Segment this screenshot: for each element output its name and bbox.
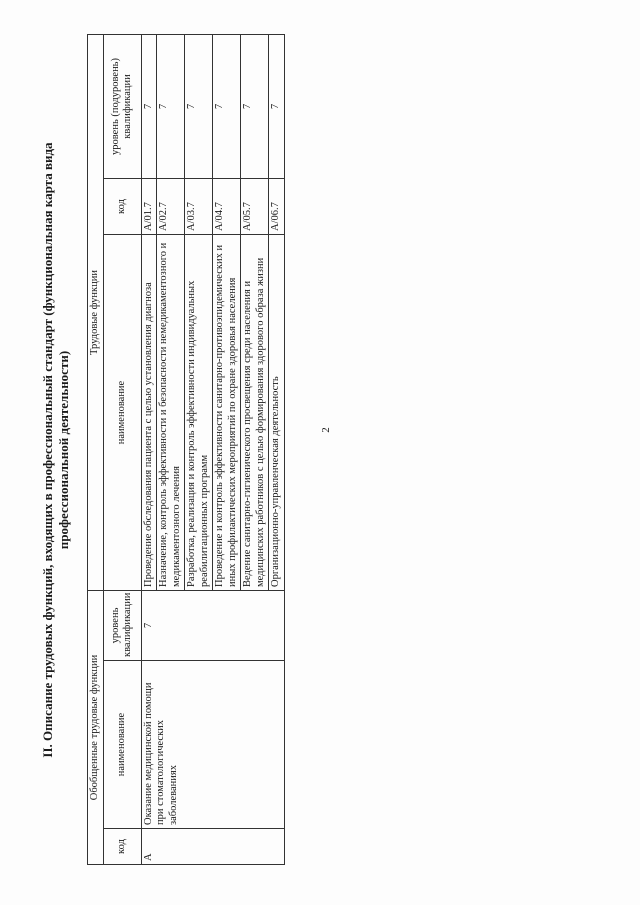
rotated-content xyxy=(40,35,380,865)
function-name-cell: Разработка, реализация и контроль эффективности индивидуальных реабилитационных программ xyxy=(185,235,213,591)
function-level-cell: 7 xyxy=(241,34,269,178)
header-sublevel: уровень (подуровень) квалификации xyxy=(103,34,141,178)
header-labor-functions: Трудовые функции xyxy=(88,34,104,590)
header-name: наименование xyxy=(103,661,141,829)
heading-line-1: II. Описание трудовых функций, входящих в профессиональный стандарт (функциональная карта вида xyxy=(40,142,55,758)
page-number: 2 xyxy=(320,427,332,433)
function-name-cell: Ведение санитарно-гигиенического просвещения среди населения и медицинских работников с целью формирования здорового образа жизни xyxy=(241,235,269,591)
function-name-cell: Проведение и контроль эффективности санитарно-противоэпидемических и иных профилактических мероприятий по охране здоровья населения xyxy=(213,235,241,591)
section-heading xyxy=(40,35,72,865)
general-code-cell: A xyxy=(141,829,284,865)
general-name-cell: Оказание медицинской помощи при стоматологических заболеваниях xyxy=(141,661,284,829)
function-code-cell: A/01.7 xyxy=(141,179,157,235)
function-name-cell: Проведение обследования пациента с целью установления диагноза xyxy=(141,235,157,591)
function-code-cell: A/05.7 xyxy=(241,179,269,235)
function-code-cell: A/06.7 xyxy=(269,179,285,235)
table-row xyxy=(141,34,157,864)
header-general-functions: Обобщенные трудовые функции xyxy=(88,591,104,865)
function-code-cell: A/02.7 xyxy=(157,179,185,235)
function-level-cell: 7 xyxy=(185,34,213,178)
header-function-code: код xyxy=(103,179,141,235)
function-name-cell: Организационно-управленческая деятельность xyxy=(269,235,285,591)
function-level-cell: 7 xyxy=(141,34,157,178)
function-name-cell: Назначение, контроль эффективности и безопасности немедикаментозного и медикаментозного лечения xyxy=(157,235,185,591)
function-code-cell: A/03.7 xyxy=(185,179,213,235)
function-level-cell: 7 xyxy=(269,34,285,178)
header-function-name: наименование xyxy=(103,235,141,591)
function-level-cell: 7 xyxy=(213,34,241,178)
general-level-cell: 7 xyxy=(141,591,284,661)
header-code: код xyxy=(103,829,141,865)
functional-map-table xyxy=(87,34,285,865)
function-level-cell: 7 xyxy=(157,34,185,178)
heading-line-2: профессиональной деятельности) xyxy=(56,350,71,550)
header-level: уровень квалификации xyxy=(103,591,141,661)
function-code-cell: A/04.7 xyxy=(213,179,241,235)
